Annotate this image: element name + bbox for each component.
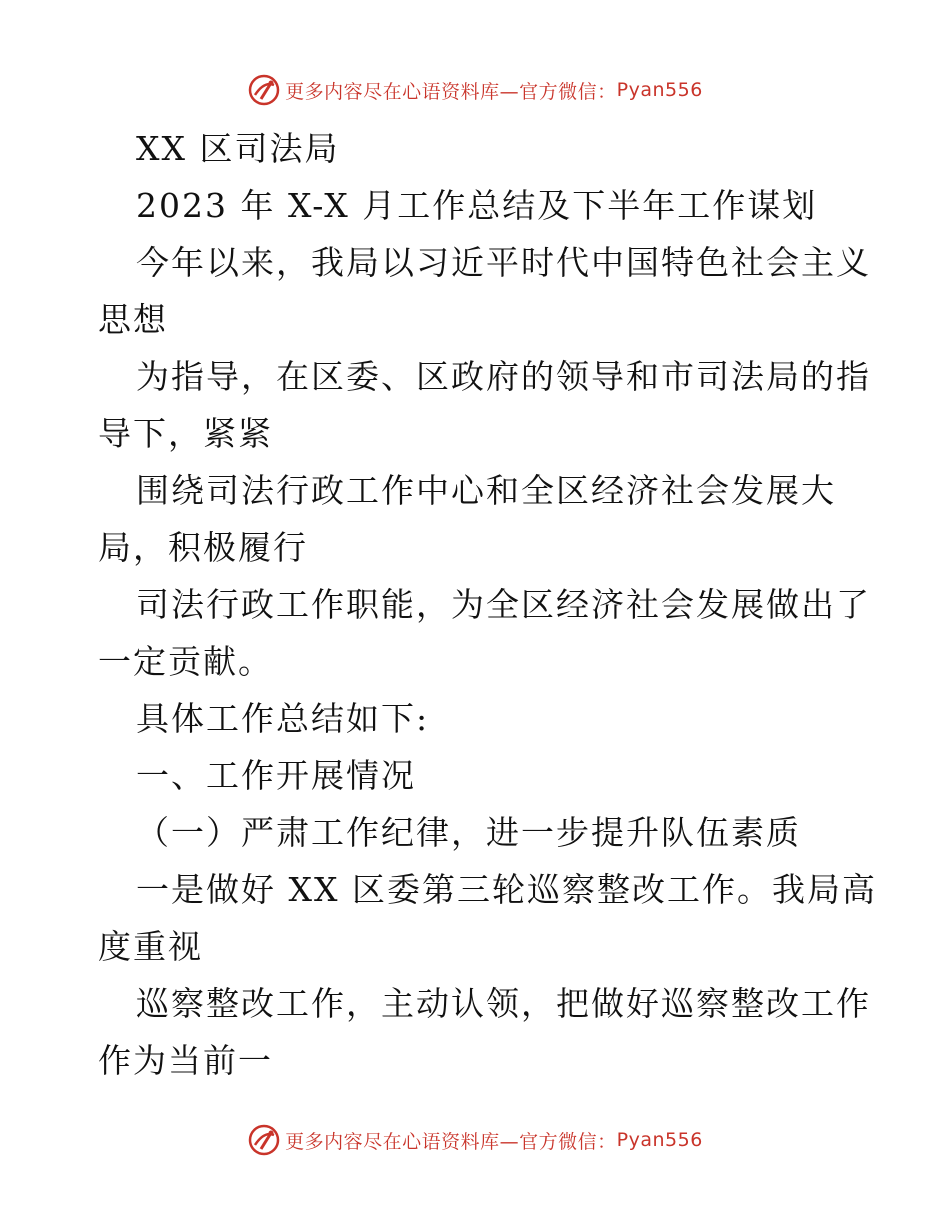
text-line: 巡察整改工作，主动认领，把做好巡察整改工作 xyxy=(136,984,871,1023)
text-line: 司法行政工作职能，为全区经济社会发展做出了 xyxy=(136,585,871,624)
text-line: 一定贡献。 xyxy=(98,642,273,681)
text-line: 今年以来，我局以习近平时代中国特色社会主义 xyxy=(136,243,871,282)
text-line: 度重视 xyxy=(98,927,203,966)
text-line: 一、工作开展情况 xyxy=(136,756,416,795)
watermark-wechat-id: Pyan556 xyxy=(616,79,703,101)
text-line: 局，积极履行 xyxy=(98,528,308,567)
text-line: 具体工作总结如下: xyxy=(136,699,430,738)
text-line: 思想 xyxy=(98,300,168,339)
text-line: 为指导，在区委、区政府的领导和市司法局的指 xyxy=(136,357,871,396)
text-line: 导下，紧紧 xyxy=(98,414,273,453)
watermark-wechat-id: Pyan556 xyxy=(616,1129,703,1151)
watermark-footer xyxy=(0,1120,950,1160)
text-line: XX 区司法局 xyxy=(136,129,340,168)
document-body xyxy=(98,120,877,1089)
text-line: 作为当前一 xyxy=(98,1041,273,1080)
watermark-text: 更多内容尽在心语资料库—官方微信： xyxy=(285,80,617,103)
text-line: （一）严肃工作纪律，进一步提升队伍素质 xyxy=(136,813,801,852)
watermark-text: 更多内容尽在心语资料库—官方微信： xyxy=(285,1130,617,1153)
text-line: 一是做好 XX 区委第三轮巡察整改工作。我局高 xyxy=(136,870,877,909)
text-line: 围绕司法行政工作中心和全区经济社会发展大 xyxy=(136,471,836,510)
text-line: 2023 年 X-X 月工作总结及下半年工作谋划 xyxy=(136,186,818,225)
logo-icon xyxy=(247,73,281,107)
watermark-header xyxy=(0,70,950,110)
logo-icon xyxy=(247,1123,281,1157)
